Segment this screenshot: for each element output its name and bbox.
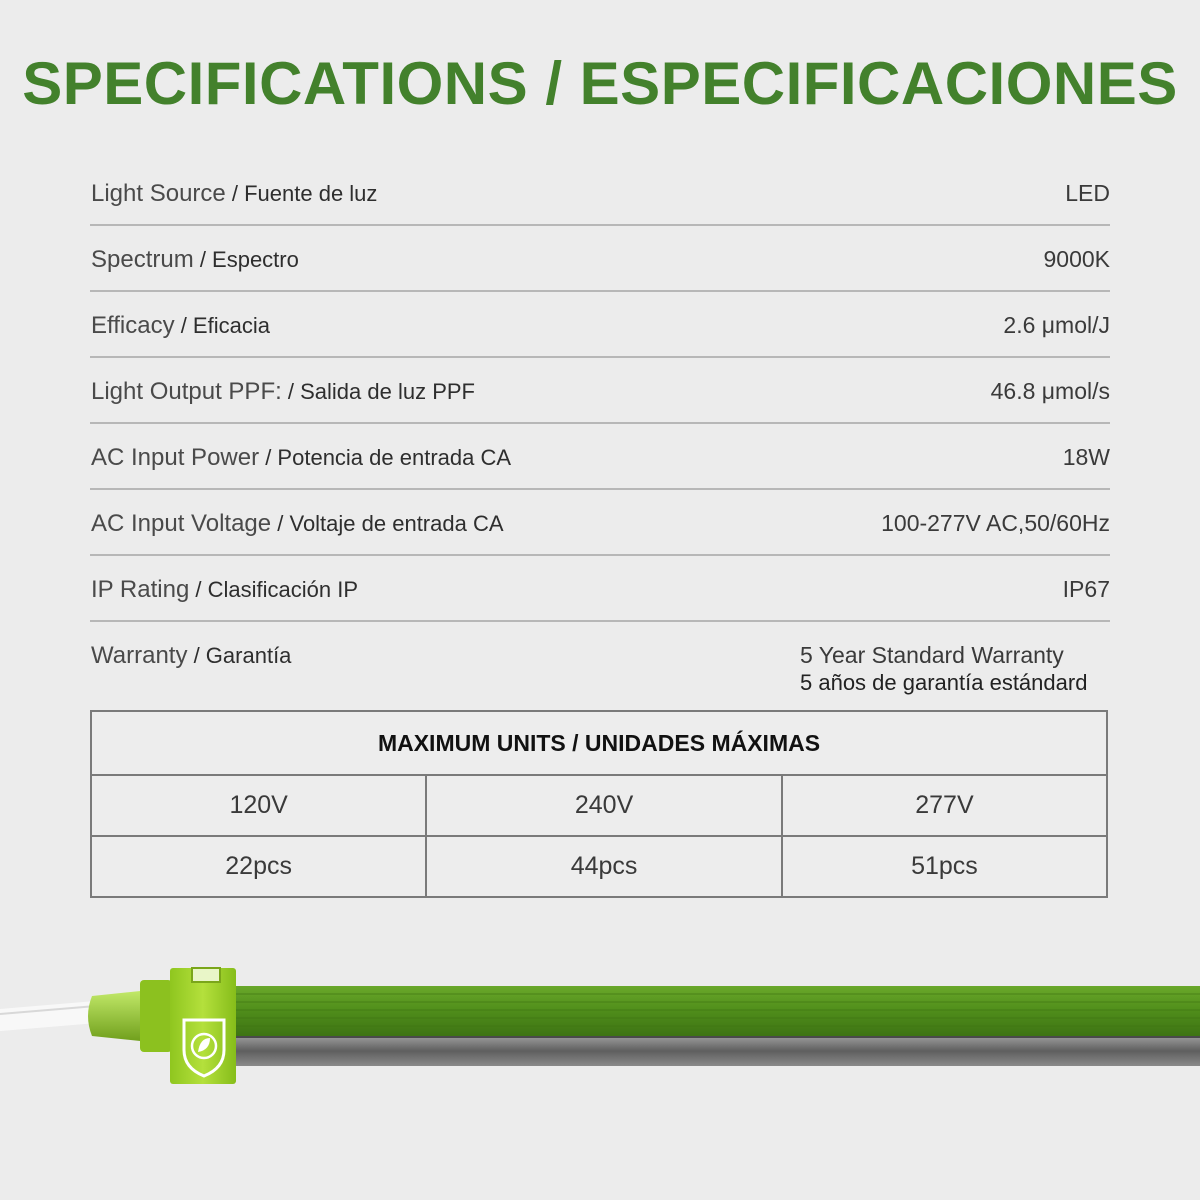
spec-label (91, 444, 511, 472)
spec-value: 46.8 μmol/s (990, 378, 1110, 404)
specifications-list (90, 160, 1110, 702)
table-cell-voltage: 240V (426, 775, 782, 836)
end-cap (170, 968, 236, 1084)
spec-label-es: / Fuente de luz (225, 181, 378, 206)
page-title: SPECIFICATIONS / ESPECIFICACIONES (22, 50, 1178, 117)
spec-label-en: AC Input Voltage (91, 510, 272, 537)
spec-label-en: IP Rating (91, 576, 190, 603)
spec-label (91, 180, 377, 208)
spec-row-efficacy (90, 292, 1110, 358)
spec-label (91, 312, 270, 340)
spec-label-es: / Eficacia (174, 313, 270, 338)
spec-label-es: / Salida de luz PPF (281, 379, 475, 404)
spec-label (91, 378, 475, 406)
warranty-value (800, 642, 1110, 696)
table-cell-voltage: 120V (91, 775, 426, 836)
table-row-units (91, 836, 1107, 897)
spec-label-en: Efficacy (91, 312, 175, 339)
table-cell-units: 51pcs (782, 836, 1107, 897)
spec-label-en: Light Output PPF: (91, 378, 282, 405)
spec-label (91, 246, 299, 274)
spec-value: LED (1065, 180, 1110, 206)
spec-label-es: / Potencia de entrada CA (259, 445, 512, 470)
spec-row-light-source (90, 160, 1110, 226)
spec-value: 100-277V AC,50/60Hz (881, 510, 1110, 536)
power-cable (0, 1006, 96, 1020)
spec-label-en: AC Input Power (91, 444, 260, 471)
spec-row-warranty (90, 622, 1110, 702)
table-header-row (91, 711, 1107, 775)
table-row-voltages (91, 775, 1107, 836)
spec-label-es: / Garantía (187, 643, 292, 668)
spec-row-light-output (90, 358, 1110, 424)
spec-row-spectrum (90, 226, 1110, 292)
table-cell-units: 22pcs (91, 836, 426, 897)
spec-value: 18W (1062, 444, 1110, 470)
spec-value: 2.6 μmol/J (1003, 312, 1110, 338)
tube-diffuser (232, 1036, 1200, 1066)
spec-label-en: Light Source (91, 180, 226, 207)
spec-label-es: / Espectro (193, 247, 299, 272)
maximum-units-table (90, 710, 1108, 898)
warranty-value-es: 5 años de garantía estándard (800, 670, 1088, 695)
table-header: MAXIMUM UNITS / UNIDADES MÁXIMAS (91, 711, 1107, 775)
spec-label (91, 576, 358, 604)
spec-label-es: / Voltaje de entrada CA (271, 511, 504, 536)
spec-row-input-power (90, 424, 1110, 490)
table-cell-voltage: 277V (782, 775, 1107, 836)
spec-label-en: Spectrum (91, 246, 194, 273)
warranty-value-en: 5 Year Standard Warranty (800, 642, 1064, 668)
spec-value: 9000K (1043, 246, 1110, 272)
spec-label-es: / Clasificación IP (189, 577, 359, 602)
table-cell-units: 44pcs (426, 836, 782, 897)
connector-plug (88, 980, 172, 1052)
spec-row-ip-rating (90, 556, 1110, 622)
spec-label (91, 642, 291, 670)
spec-row-input-voltage (90, 490, 1110, 556)
spec-value: IP67 (1062, 576, 1110, 602)
spec-label (91, 510, 504, 538)
led-tube-product-image (0, 950, 1200, 1090)
spec-label-en: Warranty (91, 642, 188, 669)
